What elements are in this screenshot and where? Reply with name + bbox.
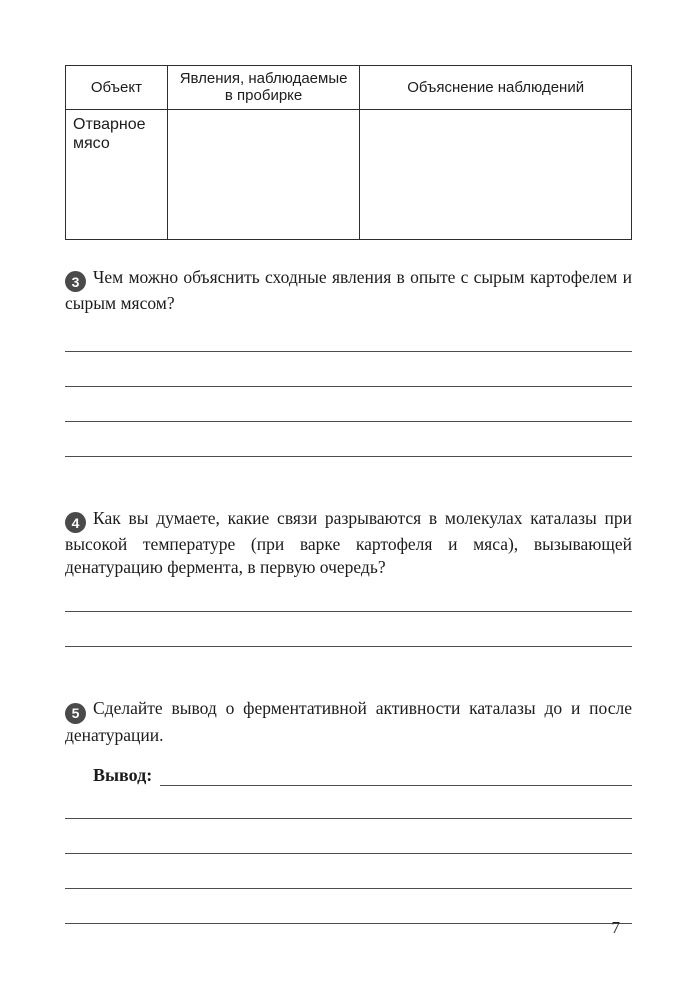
question-3-text: Чем можно объяснить сходные явления в опыте с сырым картофелем и сырым мясом? (65, 266, 632, 314)
answer-line (65, 888, 632, 889)
answer-line (65, 853, 632, 854)
conclusion-write-line (160, 764, 632, 786)
col-header-object: Объект (66, 66, 168, 110)
table-header-row (66, 66, 632, 110)
question-4-number-badge: 4 (65, 512, 86, 533)
table-row (66, 109, 632, 239)
question-3 (65, 266, 632, 315)
cell-object: Отварное мясо (66, 109, 168, 239)
answer-line (65, 923, 632, 924)
question-5-number-badge: 5 (65, 703, 86, 724)
cell-explanation (360, 109, 632, 239)
answer-line (65, 386, 632, 387)
conclusion-label: Вывод: (93, 765, 153, 786)
col-header-explanation: Объяснение наблюдений (360, 66, 632, 110)
observation-table (65, 65, 632, 240)
question-3-number-badge: 3 (65, 271, 86, 292)
col-header-observed: Явления, наблюдаемые в пробирке (167, 66, 359, 110)
answer-line (65, 456, 632, 457)
answer-line (65, 818, 632, 819)
page-number: 7 (611, 918, 620, 937)
conclusion-row (93, 764, 632, 786)
answer-line (65, 611, 632, 612)
question-5-text: Сделайте вывод о ферментативной активности каталазы до и после денатурации. (65, 697, 632, 745)
answer-line (65, 421, 632, 422)
question-4-text: Как вы думаете, какие связи разрываются в молекулах каталазы при высокой температуре (при варке картофеля и мяса), вызывающей денатурацию фермента, в первую очередь? (65, 507, 632, 578)
answer-line (65, 351, 632, 352)
cell-observed (167, 109, 359, 239)
question-4 (65, 507, 632, 579)
question-5 (65, 697, 632, 746)
answer-line (65, 646, 632, 647)
